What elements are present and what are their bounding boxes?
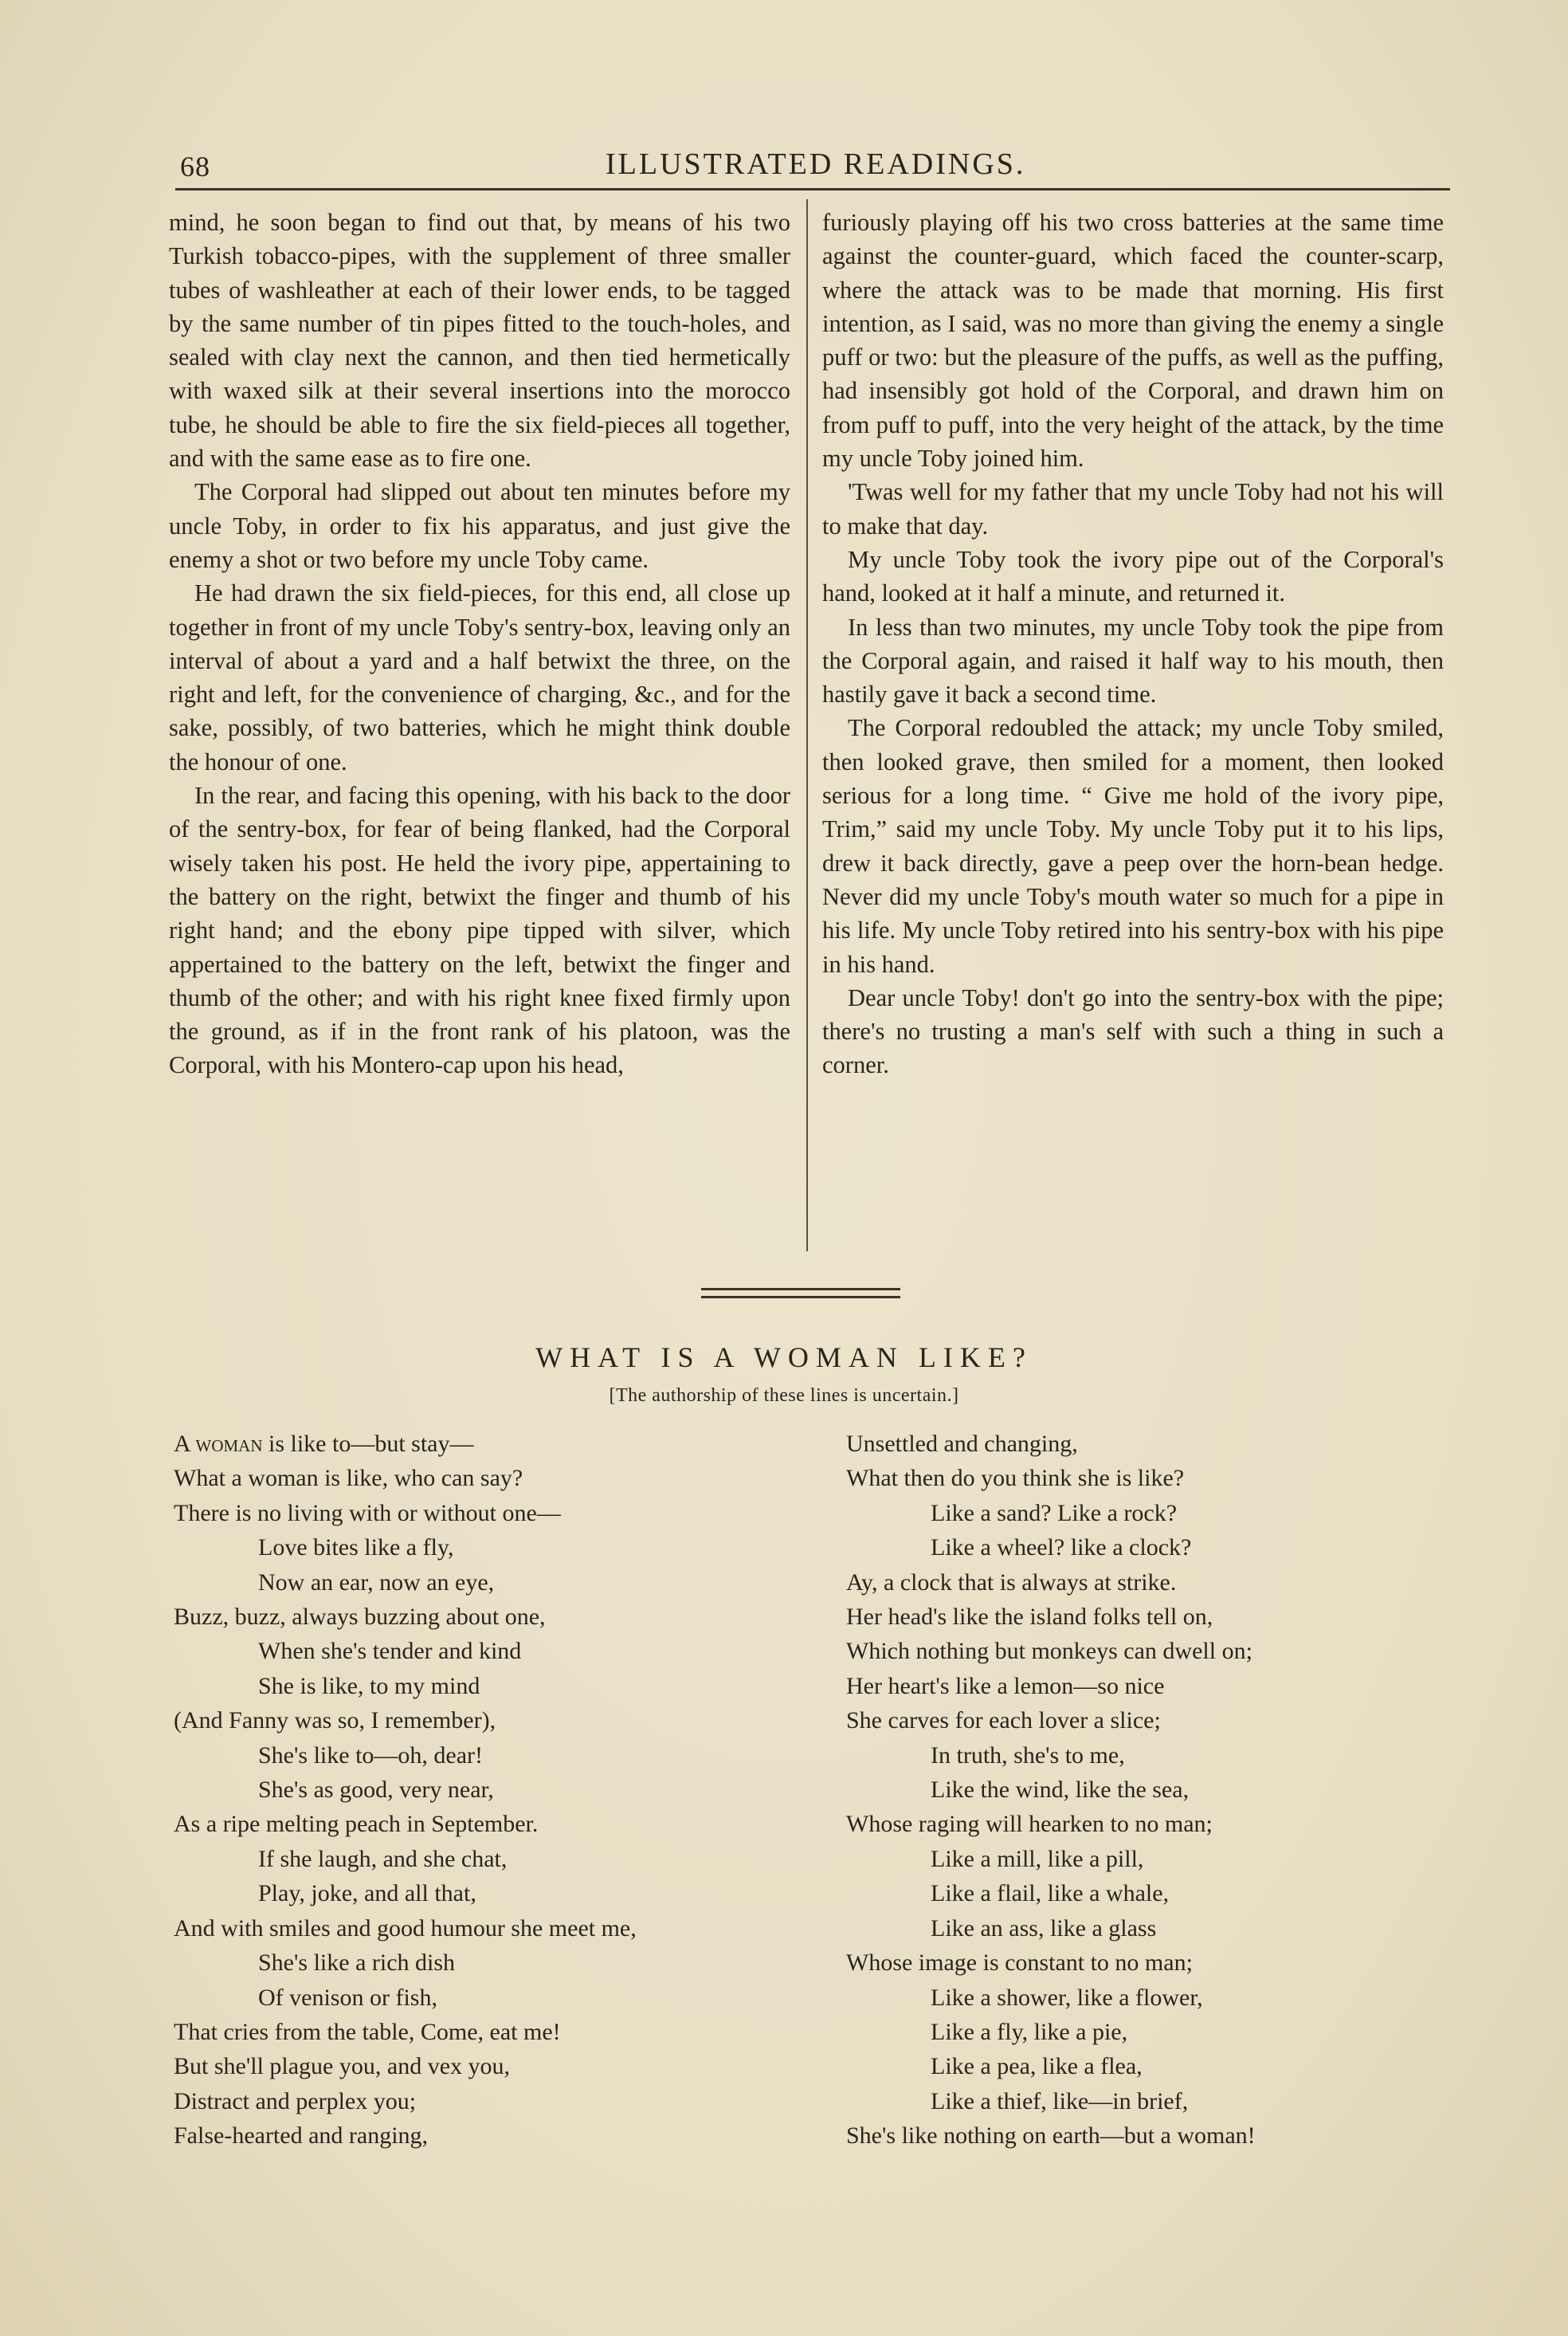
poem-line: Her heart's like a lemon—so nice <box>846 1672 1165 1699</box>
poem-line: There is no living with or without one— <box>174 1499 561 1526</box>
poem-line: Like a thief, like—in brief, <box>931 2087 1189 2114</box>
poem-line <box>174 1427 811 1461</box>
poem-right-column <box>846 1427 1484 2153</box>
poem-line: Play, joke, and all that, <box>258 1880 476 1907</box>
poem-line: Unsettled and changing, <box>846 1431 1078 1457</box>
poem-line: Buzz, buzz, always buzzing about one, <box>174 1604 546 1631</box>
poem-line: Like a wheel? like a clock? <box>931 1534 1192 1561</box>
poem-line: Her head's like the island folks tell on, <box>846 1604 1213 1631</box>
poem-line: Like a shower, like a flower, <box>931 1984 1203 2011</box>
page-number: 68 <box>180 151 210 183</box>
poem-line: Ay, a clock that is always at strike. <box>846 1568 1177 1596</box>
section-rule-bottom <box>701 1296 900 1298</box>
poem-line: What a woman is like, who can say? <box>174 1465 523 1492</box>
header-rule <box>175 188 1450 190</box>
poem-line: Whose image is constant to no man; <box>846 1949 1193 1977</box>
poem-line: She's like to—oh, dear! <box>258 1741 484 1769</box>
poem-line: Like a fly, like a pie, <box>931 2018 1128 2045</box>
poem-line: She's as good, very near, <box>258 1777 494 1804</box>
poem-line: Like a flail, like a whale, <box>931 1880 1170 1907</box>
poem-line: When she's tender and kind <box>258 1638 522 1665</box>
running-title: ILLUSTRATED READINGS. <box>606 147 1026 181</box>
poem-line: (And Fanny was so, I remember), <box>174 1707 496 1734</box>
poem-line: Which nothing but monkeys can dwell on; <box>846 1638 1252 1665</box>
poem-line: As a ripe melting peach in September. <box>174 1811 539 1838</box>
poem-line: Love bites like a fly, <box>258 1534 454 1561</box>
poem-line: Like a pea, like a flea, <box>931 2053 1143 2080</box>
prose-paragraph: My uncle Toby took the ivory pipe out of the Corporal's hand, looked at it half a minute, and returned it. <box>822 545 1444 607</box>
prose-left-column <box>169 206 790 1082</box>
prose-paragraph: furiously playing off his two cross batteries at the same time against the counter-guard, which faced the counter-scarp, where the attack was to be made that morning. His first intention, as I said, was no more than giving the enemy a single puff or two: but the pleasure of the puffs, as well as the puffing, had insensibly got hold of the Corporal, and drawn him on from puff to puff, into the very height of the attack, by the time my uncle Toby joined him. <box>822 209 1444 473</box>
prose-paragraph: Dear uncle Toby! don't go into the sentry-box with the pipe; there's no trusting a man's self with such a thing in such a corner. <box>822 983 1444 1079</box>
column-divider <box>806 199 808 1251</box>
poem-line: Like a sand? Like a rock? <box>931 1499 1178 1526</box>
prose-paragraph: In the rear, and facing this opening, with his back to the door of the sentry-box, for fear of being flanked, had the Corporal wisely taken his post. He held the ivory pipe, appertaining to the battery on the right, betwixt the finger and thumb of his right hand; and the ebony pipe tipped with silver, which appertained to the battery on the left, betwixt the finger and thumb of the other; and with his right knee fixed firmly upon the ground, as if in the front rank of his platoon, was the Corporal, with his Montero-cap upon his head, <box>169 782 790 1079</box>
poem-line: If she laugh, and she chat, <box>258 1845 508 1872</box>
poem-line: That cries from the table, Come, eat me! <box>174 2018 561 2045</box>
poem-line: But she'll plague you, and vex you, <box>174 2053 511 2080</box>
poem-line: She's like a rich dish <box>258 1949 456 1977</box>
prose-paragraph: mind, he soon began to find out that, by means of his two Turkish tobacco-pipes, with the supplement of three smaller tubes of washleather at each of their lower ends, to be tagged by the same number of tin pipes fitted to the touch-holes, and sealed with clay next the cannon, and then tied hermetically with waxed silk at their several insertions into the morocco tube, he should be able to fire the six field-pieces all together, and with the same ease as to fire one. <box>169 209 790 473</box>
poem-line: Like the wind, like the sea, <box>931 1777 1190 1804</box>
page-header <box>175 143 1466 183</box>
poem-line: Like a mill, like a pill, <box>931 1845 1144 1872</box>
poem-line: She is like, to my mind <box>258 1672 480 1699</box>
poem-first-line-rest: is like to—but stay— <box>262 1431 474 1457</box>
poem-line: She carves for each lover a slice; <box>846 1707 1161 1734</box>
poem-line: She's like nothing on earth—but a woman! <box>846 2122 1256 2150</box>
prose-paragraph: The Corporal redoubled the attack; my uncle Toby smiled, then looked grave, then smiled for a moment, then looked serious for a long time. “ Give me hold of the ivory pipe, Trim,” said my uncle Toby. My uncle Toby put it to his lips, drew it back directly, gave a peep over the horn-bean hedge. Never did my uncle Toby's mouth water so much for a pipe in his life. My uncle Toby retired into his sentry-box with his pipe in his hand. <box>822 714 1444 978</box>
prose-paragraph: 'Twas well for my father that my uncle Toby had not his will to make that day. <box>822 478 1444 540</box>
poem-line: Like an ass, like a glass <box>931 1914 1157 1941</box>
prose-paragraph: In less than two minutes, my uncle Toby took the pipe from the Corporal again, and raised it half way to his mouth, then hastily gave it back a second time. <box>822 613 1444 709</box>
poem-title: WHAT IS A WOMAN LIKE? <box>535 1341 1033 1373</box>
poem-note: [The authorship of these lines is uncertain.] <box>609 1385 959 1406</box>
poem-line: In truth, she's to me, <box>931 1741 1125 1769</box>
poem-left-column <box>174 1427 811 2153</box>
poem-line: And with smiles and good humour she meet me, <box>174 1914 637 1941</box>
poem-line: Of venison or fish, <box>258 1984 437 2011</box>
poem-line: What then do you think she is like? <box>846 1465 1185 1492</box>
poem-line: Distract and perplex you; <box>174 2087 417 2114</box>
prose-right-column <box>822 206 1444 1082</box>
poem-line: False-hearted and ranging, <box>174 2122 429 2150</box>
section-rule-top <box>701 1288 900 1290</box>
prose-paragraph: The Corporal had slipped out about ten minutes before my uncle Toby, in order to fix his apparatus, and just give the enemy a shot or two before my uncle Toby came. <box>169 478 790 573</box>
prose-paragraph: He had drawn the six field-pieces, for this end, all close up together in front of my uncle Toby's sentry-box, leaving only an interval of about a yard and a half betwixt the three, on the right and left, for the convenience of charging, &c., and for the sake, possibly, of two batteries, which he might think double the honour of one. <box>169 579 790 775</box>
poem-line: Now an ear, now an eye, <box>258 1568 495 1596</box>
poem-first-words: A woman <box>174 1431 263 1457</box>
poem-line: Whose raging will hearken to no man; <box>846 1811 1213 1838</box>
